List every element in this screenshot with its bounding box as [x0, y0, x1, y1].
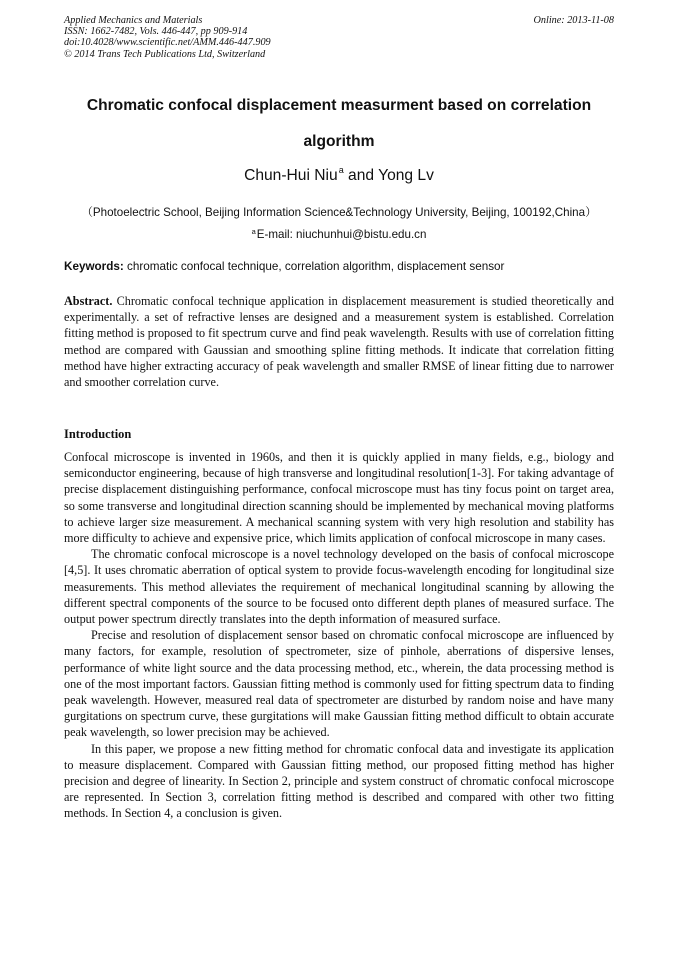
- intro-paragraph: The chromatic confocal microscope is a novel technology developed on the basis of confocal microscope [4,5]. It uses chromatic aberration of optical system to provide focus-wavelength encoding for longitudinal size measurements. This method alleviates the requirement of mechanical longitudinal scanning by allowing the different spectral components of the source to be focused onto different depth planes of measured surface. The output power spectrum directly translates into the depth information of measured surface.: [64, 547, 614, 627]
- paper-title: [64, 88, 614, 160]
- introduction-body: [64, 449, 614, 822]
- keywords-text: chromatic confocal technique, correlation algorithm, displacement sensor: [123, 260, 505, 273]
- copyright-line: © 2014 Trans Tech Publications Ltd, Switzerland: [64, 48, 266, 60]
- title-line-1: Chromatic confocal displacement measurment based on correlation: [86, 97, 592, 114]
- author-first: Chun-Hui Niu: [244, 167, 338, 184]
- online-date: Online: 2013-11-08: [533, 15, 614, 26]
- journal-name: Applied Mechanics and Materials: [64, 15, 203, 26]
- journal-meta: [64, 15, 271, 60]
- introduction-heading: Introduction: [64, 427, 132, 441]
- doi-line: doi:10.4028/www.scientific.net/AMM.446-447.909: [64, 37, 271, 49]
- abstract-label: Abstract.: [64, 294, 113, 308]
- intro-paragraph: Precise and resolution of displacement sensor based on chromatic confocal microscope are influenced by many factors, for example, resolution of spectrometer, size of pinhole, aberrations of dispersive lenses, performance of white light source and the data processing method, etc., wherein, the data processing method is one of the most important factors. Gaussian fitting method is commonly used for fitting spectrum data to finding peak wavelength. However, measured real data of spectrometer are disturbed by random noise and have many gurgitations on spectrum curve, these gurgitations will make Gaussian fitting method difficult to obtain accurate peak wavelength, so lower precision may be achieved.: [64, 628, 614, 740]
- abstract: [64, 293, 614, 390]
- email-line: [64, 228, 614, 241]
- intro-paragraph: Confocal microscope is invented in 1960s, and then it is quickly applied in many fields, e.g., biology and semiconductor engineering, because of high transverse and longitudinal resolution[1-3]. For taking advantage of precise displacement distinguishing performance, confocal microscope must has tiny focus point on target area, so some transverse and longitudinal direction scanning should be implemented by mechanical moving platforms to achieve larger size measurement. A mechanical scanning system with very high resolution and stability has more difficulty to achieve and expensive price, which limits application of confocal microscope in many cases.: [64, 450, 614, 546]
- issn-line: ISSN: 1662-7482, Vols. 446-447, pp 909-914: [64, 26, 248, 38]
- intro-paragraph: In this paper, we propose a new fitting method for chromatic confocal data and investigate its application to measure displacement. Compared with Gaussian fitting method, our proposed fitting method has higher precision and degree of linearity. In Section 2, principle and system construct of chromatic confocal microscope are represented. In Section 3, correlation fitting method is described and compared with other two fitting methods. In Section 4, a conclusion is given.: [64, 741, 614, 821]
- affiliation: （Photoelectric School, Beijing Information Science&Technology University, Beijing, 100192,China）: [81, 206, 597, 219]
- author-rest: and Yong Lv: [343, 167, 434, 184]
- author-list: [64, 167, 614, 185]
- email-marker: a: [251, 227, 256, 236]
- title-line-2: algorithm: [303, 133, 375, 150]
- keywords: [64, 260, 504, 273]
- author-affil-marker: a: [338, 165, 344, 175]
- abstract-text: Chromatic confocal technique application in displacement measurement is studied theoretically and experimentally. a set of refractive lenses are designed and a measurement system is established. Correlation fitting method is proposed to fit spectrum curve and find peak wavelength. Results with use of correlation fitting method are compared with Gaussian and smoothing spline fitting methods. It indicate that correlation fitting method have higher extracting accuracy of peak wavelength and smaller RMSE of linear fitting due to narrower and smoother correlation curve.: [64, 294, 614, 390]
- keywords-label: Keywords:: [64, 260, 124, 273]
- email-text: E-mail: niuchunhui@bistu.edu.cn: [256, 228, 427, 241]
